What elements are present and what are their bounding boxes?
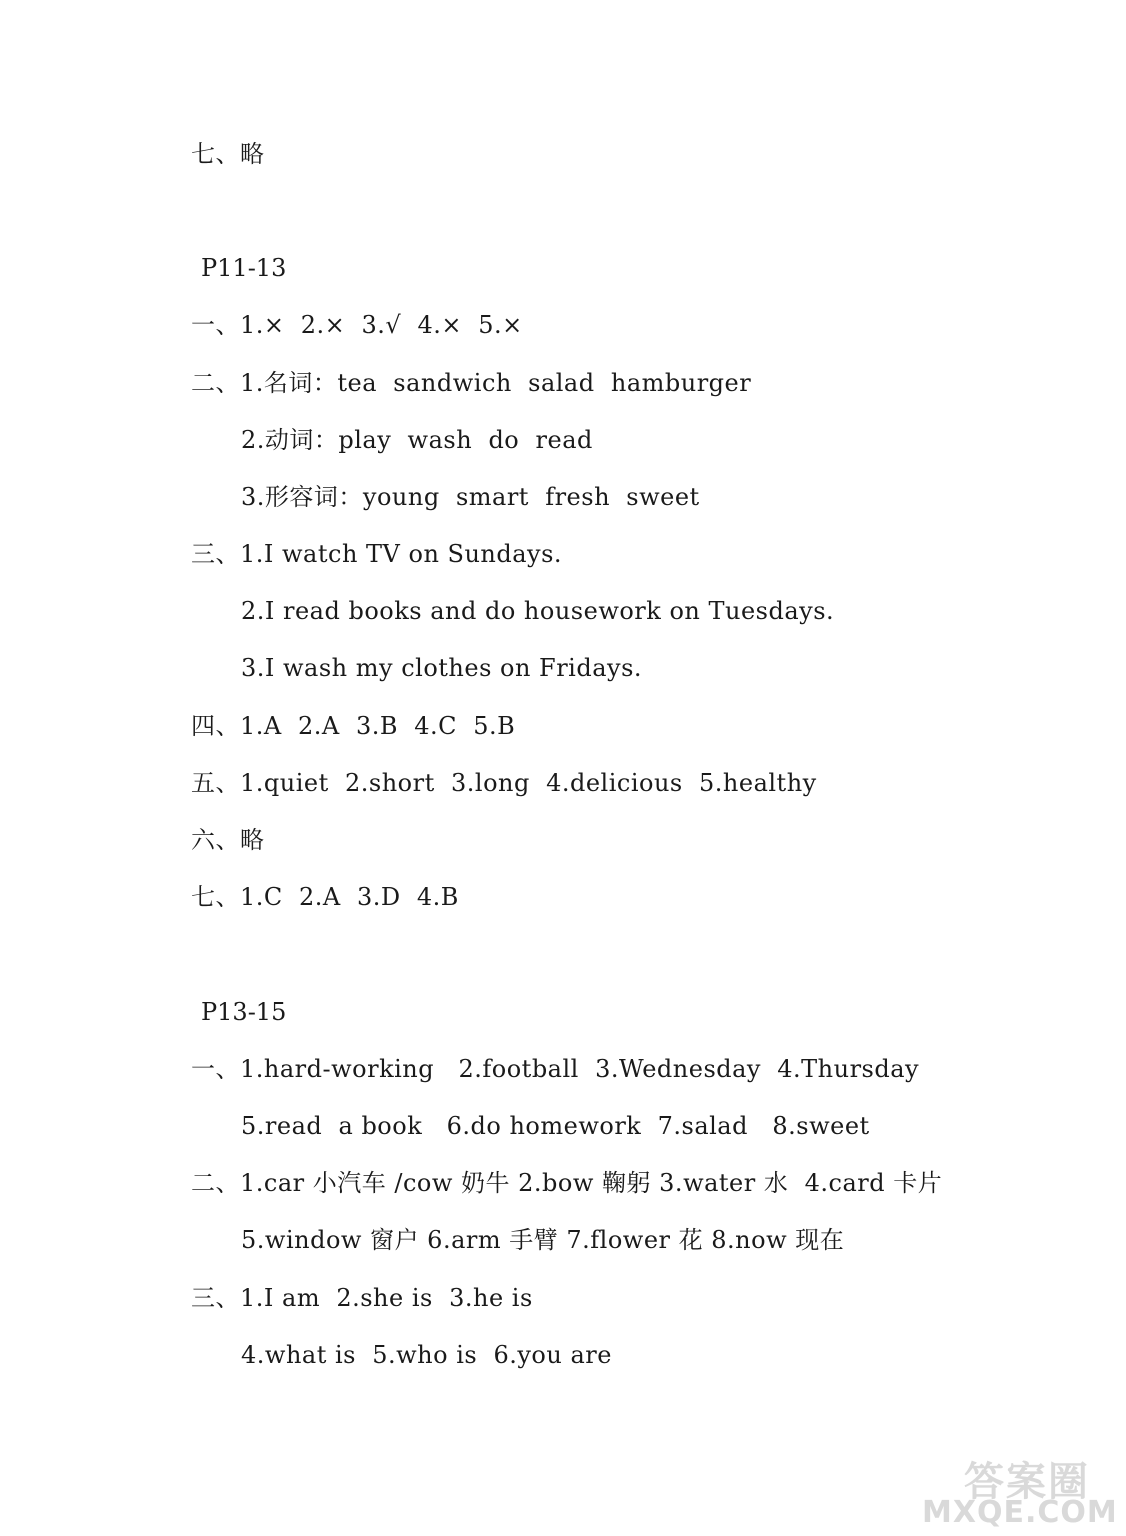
section-6-omitted: 六、略 (191, 826, 265, 854)
section-7-omitted: 七、略 (191, 140, 265, 168)
section-2-verbs: 2.动词：play wash do read (241, 426, 593, 454)
section-2-adjectives: 3.形容词：young smart fresh sweet (241, 483, 700, 511)
section-3-pronouns-row-1: 三、1.I am 2.she is 3.he is (191, 1284, 533, 1312)
page-range-heading-p11-13: P11-13 (201, 254, 287, 282)
watermark-domain: MXQE.COM (922, 1495, 1118, 1530)
section-1-answers: 一、1.× 2.× 3.√ 4.× 5.× (191, 311, 523, 339)
section-5-answers: 五、1.quiet 2.short 3.long 4.delicious 5.healthy (191, 769, 817, 797)
section-7-answers: 七、1.C 2.A 3.D 4.B (191, 883, 459, 911)
section-2-nouns: 二、1.名词：tea sandwich salad hamburger (191, 369, 752, 397)
section-2-vocab-row-2: 5.window 窗户 6.arm 手臂 7.flower 花 8.now 现在 (241, 1226, 845, 1254)
watermark-title: 答案圈 (964, 1459, 1090, 1505)
section-1-words-row-1: 一、1.hard-working 2.football 3.Wednesday 4.Thursday (191, 1055, 920, 1083)
section-2-vocab-row-1: 二、1.car 小汽车 /cow 奶牛 2.bow 鞠躬 3.water 水 4.card 卡片 (191, 1169, 943, 1197)
page-range-heading-p13-15: P13-15 (201, 998, 287, 1026)
section-4-answers: 四、1.A 2.A 3.B 4.C 5.B (191, 712, 516, 740)
section-1-words-row-2: 5.read a book 6.do homework 7.salad 8.sweet (241, 1112, 870, 1140)
watermark-logo (922, 1450, 1118, 1530)
section-3-pronouns-row-2: 4.what is 5.who is 6.you are (241, 1341, 612, 1369)
section-3-sentence-1: 三、1.I watch TV on Sundays. (191, 540, 563, 568)
section-3-sentence-3: 3.I wash my clothes on Fridays. (241, 654, 643, 682)
section-3-sentence-2: 2.I read books and do housework on Tuesdays. (241, 597, 835, 625)
